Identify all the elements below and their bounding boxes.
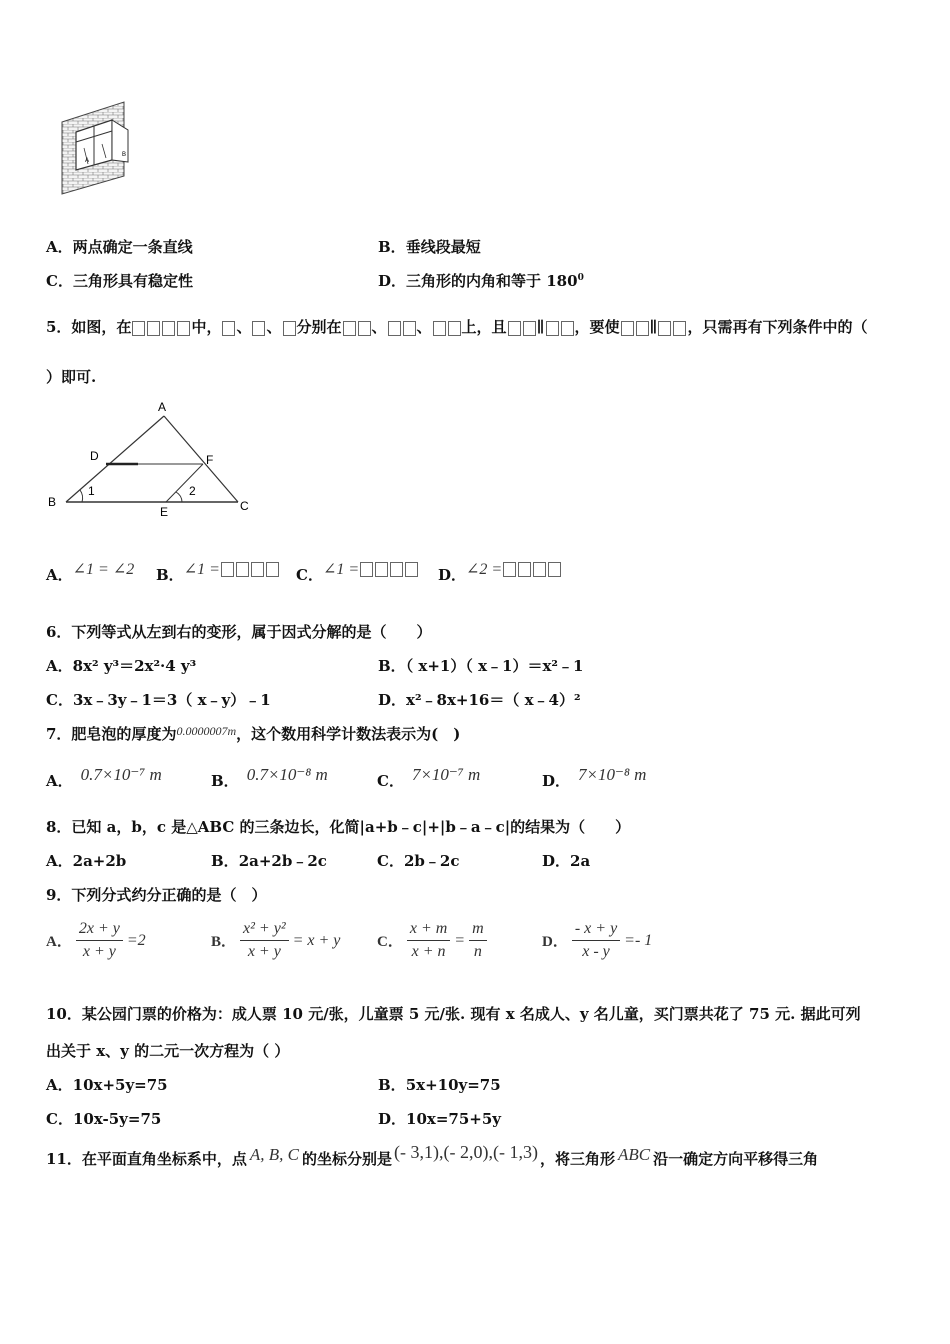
q6-option-c: C．3x﹣3y﹣1＝3（ x﹣y）﹣1 [46, 691, 271, 709]
q7-option-c: C． 7×10⁻⁷ m [377, 765, 481, 790]
q7-option-d: D． 7×10⁻⁸ m [542, 765, 647, 790]
triangle-figure [44, 396, 264, 524]
q9-option-b: B． $\frac{\text{x² + y²}}{x + y}$ = x + y [211, 920, 341, 960]
q8-stem: 8．已知 a，b，c 是△ABC 的三条边长，化简|a+b﹣c|+|b﹣a﹣c|的结果为（ ） [46, 818, 631, 836]
q11-stem: 11．在平面直角坐标系中，点 A, B, C 的坐标分别是 (- 3,1),(- 2,0),(- 1,3) ，将三角形 ABC 沿一确定方向平移得三角 [46, 1142, 819, 1168]
q7-option-a: A． 0.7×10⁻⁷ m [46, 765, 162, 790]
q10-stem-line2: 出关于 x、y 的二元一次方程为（ ） [46, 1042, 290, 1060]
q10-option-b: B．5x+10y=75 [378, 1076, 501, 1094]
q6-stem: 6．下列等式从左到右的变形，属于因式分解的是（ ） [46, 623, 432, 641]
label-e: E [160, 505, 169, 519]
q5-stem-line2: ）即可. [46, 368, 97, 386]
q9-option-d: D． $\frac{- x + y}{x - y}$ =- 1 [542, 920, 653, 960]
q8-option-c: C．2b﹣2c [377, 852, 460, 870]
q10-stem-line1: 10．某公园门票的价格为：成人票 10 元/张，儿童票 5 元/张. 现有 x 名成人、y 名儿童，买门票共花了 75 元. 据此可列 [46, 1005, 861, 1023]
fraction: $\frac{- x + y}{x - y}$ [572, 920, 620, 961]
q5-option-d: D． ∠2 = [438, 564, 562, 585]
angle-2-label: 2 [189, 484, 196, 498]
svg-text:B: B [122, 152, 127, 158]
q10-option-d: D．10x=75+5y [378, 1110, 501, 1128]
fraction: $\frac{m}{n}$ [469, 920, 487, 961]
label-c: C [240, 499, 249, 513]
q8-option-d: D．2a [542, 852, 591, 870]
q4-option-a: A．两点确定一条直线 [46, 238, 193, 256]
q8-option-b: B．2a+2b﹣2c [211, 852, 327, 870]
q4-option-d: D．三角形的内角和等于 $180^0$ [378, 272, 584, 290]
label-f: F [206, 453, 214, 467]
q10-option-a: A．10x+5y=75 [46, 1076, 168, 1094]
q8-option-a: A．2a+2b [46, 852, 127, 870]
q5-option-c: C． ∠1 = [296, 564, 419, 585]
q5-option-a: A． ∠1 = ∠2 [46, 560, 135, 584]
window-wall-figure [58, 100, 140, 198]
q5-stem-line1: 5．如图，在 中， 、 、 分别在 、 、 上，且 ∥ ，要使 ∥ ，只需再有下列条件中的（ [46, 318, 868, 336]
q9-option-c: C． $\frac{x + m}{x + n}$ = $\frac{m}{n}$ [377, 920, 487, 961]
q6-option-a: A．8x² y³＝2x²·4 y³ [46, 657, 197, 675]
svg-text:A: A [85, 158, 90, 164]
q10-option-c: C．10x-5y=75 [46, 1110, 162, 1128]
label-a: A [158, 400, 167, 414]
fraction: $\frac{2x + y}{x + y}$ [76, 920, 123, 961]
q6-option-d: D．x²﹣8x+16＝（ x﹣4）² [378, 691, 581, 709]
q4-option-b: B．垂线段最短 [378, 238, 481, 256]
fraction: $\frac{x + m}{x + n}$ [407, 920, 450, 961]
label-d: D [90, 449, 99, 463]
label-b: B [48, 495, 57, 509]
q9-stem: 9．下列分式约分正确的是（ ） [46, 886, 267, 904]
fraction: $\frac{\text{x² + y²}}{x + y}$ [240, 920, 289, 961]
q5-option-b: B． ∠1 = [156, 564, 280, 585]
q4-option-c: C．三角形具有稳定性 [46, 272, 193, 290]
q7-option-b: B． 0.7×10⁻⁸ m [211, 765, 328, 790]
q7-stem: 7．肥皂泡的厚度为$^{0.0000007m}$，这个数用科学计数法表示为( ) [46, 724, 461, 743]
q6-option-b: B．（ x+1）（ x﹣1）＝x²﹣1 [378, 657, 584, 675]
angle-1-label: 1 [88, 484, 95, 498]
q9-option-a: A． $\frac{2x + y}{x + y}$ =2 [46, 920, 146, 960]
